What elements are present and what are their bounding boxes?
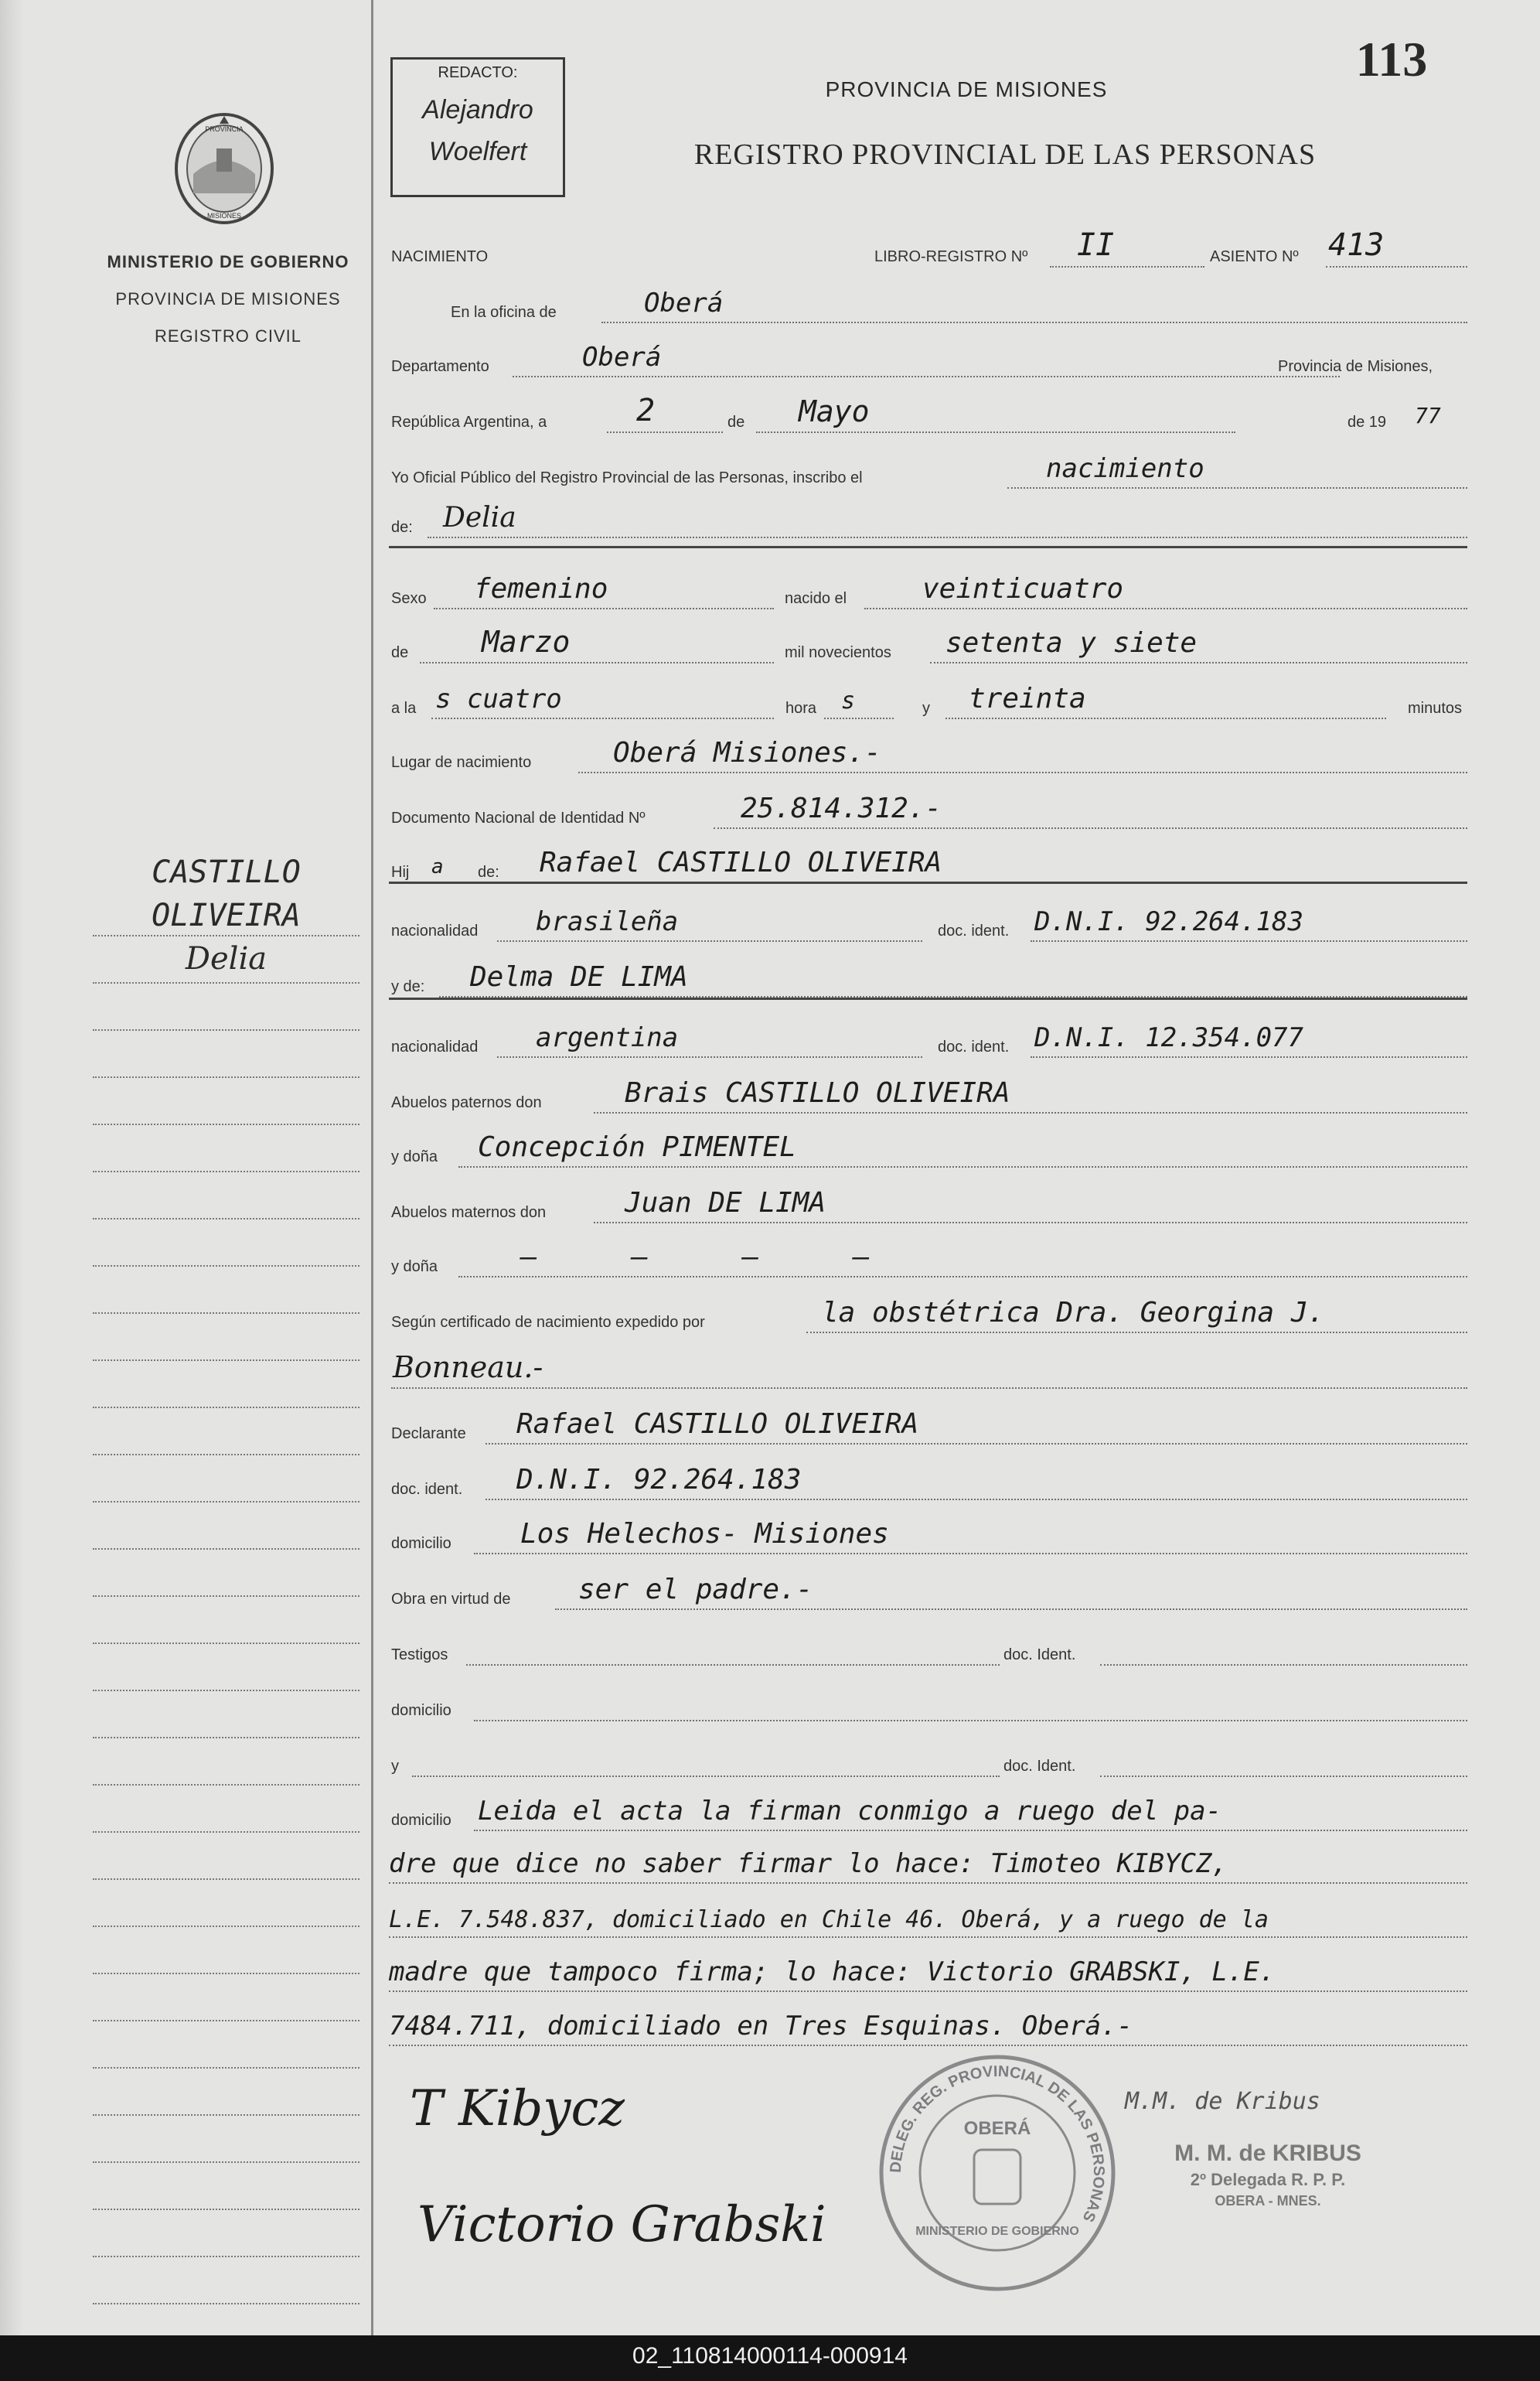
official-role: 2º Delegada R. P. P. <box>1190 2170 1346 2189</box>
crest-top-text: PROVINCIA <box>205 125 244 133</box>
sexo-label: Sexo <box>391 590 427 607</box>
departamento-value: Oberá <box>582 342 662 373</box>
redacto-name-last: Woelfert <box>428 137 527 166</box>
official-name: M. M. de KRIBUS <box>1174 2141 1361 2166</box>
de-nombre-label: de: <box>391 519 413 536</box>
cert-value: la obstétrica Dra. Georgina J. <box>822 1297 1325 1329</box>
obra-value: ser el padre.- <box>578 1574 813 1605</box>
declarante-label: Declarante <box>391 1425 466 1442</box>
row-dni <box>389 789 1467 832</box>
hij-value: a <box>431 855 444 878</box>
row-abuela-paterna <box>389 1127 1467 1171</box>
scan-file-code: 02_110814000114-000914 <box>632 2343 908 2369</box>
docdec-label: doc. ident. <box>391 1481 463 1498</box>
de-label: de <box>727 414 745 431</box>
nacido-value: veinticuatro <box>922 573 1124 605</box>
de-mes-label: de <box>391 644 409 661</box>
row-padre <box>389 843 1467 886</box>
hij-de-label: de: <box>478 864 499 881</box>
nac2-value: argentina <box>536 1022 679 1053</box>
obra-label: Obra en virtud de <box>391 1591 511 1608</box>
test-doc2-label: doc. Ident. <box>1003 1758 1076 1775</box>
doc1-label: doc. ident. <box>938 923 1010 940</box>
de-mes-value: Marzo <box>482 625 571 659</box>
row-domicilio-testigo-2 <box>389 1791 1467 1834</box>
divider-3 <box>389 998 1467 1000</box>
row-fecha <box>389 393 1467 436</box>
signature-witness-2: Victorio Grabski <box>417 2196 826 2253</box>
row-testigos <box>389 1625 1467 1669</box>
ydona2-value: — — — — <box>520 1241 908 1273</box>
stamp-bottom-text: MINISTERIO DE GOBIERNO <box>915 2225 1079 2238</box>
doc1-value: D.N.I. 92.264.183 <box>1034 906 1303 937</box>
nac1-label: nacionalidad <box>391 923 479 940</box>
nombre-value: Delia <box>443 502 516 534</box>
oficina-label: En la oficina de <box>451 304 557 321</box>
redacto-label: REDACTO: <box>438 64 518 81</box>
row-testigo-2 <box>389 1737 1467 1780</box>
row-mes-nacimiento <box>389 623 1467 667</box>
nac1-value: brasileña <box>536 906 679 937</box>
row-sexo <box>389 569 1467 612</box>
padre-value: Rafael CASTILLO OLIVEIRA <box>540 847 942 878</box>
republica-label: República Argentina, a <box>391 414 547 431</box>
stamp-ring-text: DELEG. REG. PROVINCIAL DE LAS PERSONAS <box>887 2062 1108 2225</box>
minutos-label: minutos <box>1408 700 1463 717</box>
anio-label: de 19 <box>1348 414 1387 431</box>
libro-value: II <box>1077 227 1115 263</box>
departamento-label: Departamento <box>391 358 489 375</box>
row-oficina <box>389 283 1467 326</box>
abp-value: Brais CASTILLO OLIVEIRA <box>625 1077 1010 1109</box>
docdec-value: D.N.I. 92.264.183 <box>516 1464 802 1496</box>
row-obra <box>389 1570 1467 1613</box>
domicilio-value: Los Helechos- Misiones <box>520 1518 889 1550</box>
domicilio-label: domicilio <box>391 1535 451 1552</box>
dni-value: 25.814.312.- <box>741 793 942 824</box>
row-certificado-2 <box>389 1349 1467 1392</box>
hora-label: hora <box>785 700 817 717</box>
page-number: 113 <box>1355 32 1428 87</box>
nacimiento-label: NACIMIENTO <box>391 248 489 265</box>
row-certificado <box>389 1293 1467 1336</box>
anio-value: 77 <box>1415 403 1441 428</box>
page-edge-shadow <box>0 0 23 2335</box>
yde-label: y de: <box>391 978 425 995</box>
testigos-label: Testigos <box>391 1646 448 1663</box>
row-departamento <box>389 337 1467 380</box>
official-signature: M.M. de Kribus <box>1125 2088 1320 2115</box>
official-place: OBERA - MNES. <box>1215 2193 1321 2209</box>
note-line-2: dre que dice no saber firmar lo hace: Timoteo KIBYCZ, <box>389 1848 1228 1879</box>
note-row-5 <box>389 1995 1467 2049</box>
official-stamp-icon <box>874 2049 1121 2297</box>
note-line-1: Leida el acta la firman conmigo a ruego del pa- <box>478 1796 1222 1827</box>
nacido-label: nacido el <box>785 590 847 607</box>
row-abuelo-materno <box>389 1183 1467 1226</box>
row-madre <box>389 957 1467 1001</box>
row-nacionalidad-madre <box>389 1018 1467 1061</box>
margin-ruled-lines <box>93 889 359 2304</box>
doc2-label: doc. ident. <box>938 1039 1010 1056</box>
abm-label: Abuelos maternos don <box>391 1204 547 1221</box>
dni-label: Documento Nacional de Identidad Nº <box>391 810 646 827</box>
stamp-center-text: OBERÁ <box>963 2118 1031 2139</box>
abm-value: Juan DE LIMA <box>625 1187 826 1219</box>
margin-surname-2: OLIVEIRA <box>152 898 301 933</box>
doc2-value: D.N.I. 12.354.077 <box>1034 1022 1303 1053</box>
provincial-crest-icon <box>162 101 286 232</box>
note-row-3 <box>389 1887 1467 1941</box>
oficial-value: nacimiento <box>1046 453 1204 484</box>
redacto-box <box>390 57 565 197</box>
oficina-value: Oberá <box>644 288 724 319</box>
cert-label: Según certificado de nacimiento expedido por <box>391 1314 705 1331</box>
registry-title: REGISTRO PROVINCIAL DE LAS PERSONAS <box>693 138 1317 171</box>
cert-value-2: Bonneau.- <box>393 1350 543 1384</box>
row-lugar <box>389 733 1467 776</box>
sexo-value: femenino <box>474 573 608 605</box>
province-heading: PROVINCIA DE MISIONES <box>115 289 341 309</box>
ala-value: s cuatro <box>435 684 562 715</box>
signature-witness-1: T Kibycz <box>410 2080 625 2137</box>
madre-value: Delma DE LIMA <box>470 961 688 993</box>
note-row-4 <box>389 1941 1467 1995</box>
hora-value: s <box>841 687 856 715</box>
note-line-3: L.E. 7.548.837, domiciliado en Chile 46. Oberá, y a ruego de la <box>389 1906 1269 1933</box>
y-label: y <box>922 700 930 717</box>
row-abuela-materna <box>389 1237 1467 1281</box>
row-declarante <box>389 1404 1467 1448</box>
ala-label: a la <box>391 700 417 717</box>
domicilio3-label: domicilio <box>391 1812 451 1829</box>
row-nombre <box>389 498 1467 541</box>
row-doc-declarante <box>389 1460 1467 1503</box>
divider-2 <box>389 882 1467 884</box>
margin-surname-1: CASTILLO <box>152 854 301 890</box>
declarante-value: Rafael CASTILLO OLIVEIRA <box>516 1408 919 1440</box>
dia-value: 2 <box>636 393 656 428</box>
row-domicilio-testigo-1 <box>389 1681 1467 1724</box>
civil-registry-heading: REGISTRO CIVIL <box>154 326 302 346</box>
note-row-2 <box>389 1833 1467 1887</box>
crest-bottom-text: MISIONES <box>206 212 242 220</box>
ydona1-label: y doña <box>391 1148 438 1165</box>
mil-label: mil novecientos <box>785 644 891 661</box>
mes-value: Mayo <box>799 394 870 428</box>
mil-value: setenta y siete <box>945 627 1198 659</box>
lugar-value: Oberá Misiones.- <box>613 737 881 769</box>
province-title: PROVINCIA DE MISIONES <box>825 77 1108 101</box>
note-line-4: madre que tampoco firma; lo hace: Victorio GRABSKI, L.E. <box>389 1956 1276 1987</box>
ministry-heading: MINISTERIO DE GOBIERNO <box>107 252 349 271</box>
abp-label: Abuelos paternos don <box>391 1094 542 1111</box>
y2-label: y <box>391 1758 399 1775</box>
oficial-label: Yo Oficial Público del Registro Provincial de las Personas, inscribo el <box>391 469 863 486</box>
note-line-5: 7484.711, domiciliado en Tres Esquinas. Oberá.- <box>389 2011 1133 2042</box>
domicilio2-label: domicilio <box>391 1702 451 1719</box>
divider-1 <box>389 546 1467 548</box>
test-doc-label: doc. Ident. <box>1003 1646 1076 1663</box>
ydona1-value: Concepción PIMENTEL <box>478 1131 796 1163</box>
libro-label: LIBRO-REGISTRO Nº <box>874 248 1028 265</box>
ydona2-label: y doña <box>391 1258 438 1275</box>
provincia-suffix: Provincia de Misiones, <box>1278 358 1433 375</box>
hij-label: Hij <box>391 864 410 881</box>
row-hora <box>389 679 1467 722</box>
row-abuelo-paterno <box>389 1073 1467 1117</box>
minutos-value: treinta <box>969 683 1086 715</box>
row-libro <box>389 227 1467 271</box>
margin-given-name: Delia <box>185 941 267 977</box>
asiento-value: 413 <box>1328 227 1385 263</box>
lugar-label: Lugar de nacimiento <box>391 754 532 771</box>
row-oficial <box>389 449 1467 492</box>
row-nacionalidad-padre <box>389 902 1467 945</box>
asiento-label: ASIENTO Nº <box>1210 248 1299 265</box>
nac2-label: nacionalidad <box>391 1039 479 1056</box>
margin-divider <box>371 0 373 2335</box>
row-domicilio-declarante <box>389 1514 1467 1557</box>
redacto-name-first: Alejandro <box>422 95 533 125</box>
